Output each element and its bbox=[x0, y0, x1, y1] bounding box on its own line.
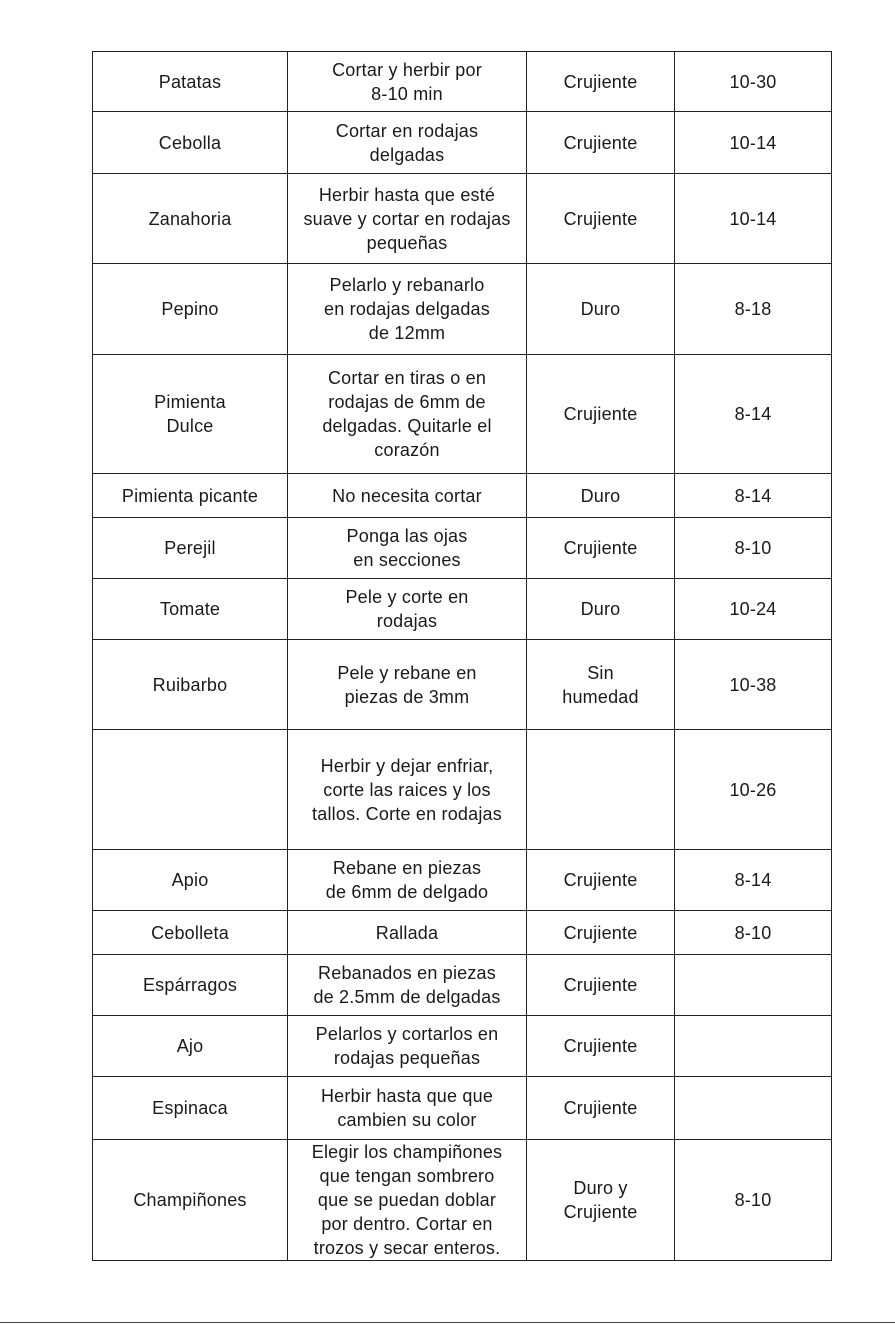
time-cell: 8-10 bbox=[675, 911, 832, 955]
table-row bbox=[93, 112, 832, 174]
table-row bbox=[93, 1016, 832, 1077]
table-row bbox=[93, 52, 832, 112]
texture-cell: Crujiente bbox=[527, 955, 675, 1016]
time-cell bbox=[675, 1077, 832, 1140]
table-row bbox=[93, 850, 832, 911]
texture-cell: Crujiente bbox=[527, 518, 675, 579]
time-cell: 10-24 bbox=[675, 579, 832, 640]
texture-cell: Crujiente bbox=[527, 911, 675, 955]
time-cell bbox=[675, 955, 832, 1016]
texture-cell: Crujiente bbox=[527, 850, 675, 911]
food-cell: Perejil bbox=[93, 518, 288, 579]
time-cell: 8-18 bbox=[675, 264, 832, 355]
food-cell: Ruibarbo bbox=[93, 640, 288, 730]
texture-cell: Crujiente bbox=[527, 112, 675, 174]
preparation-cell: Pele y corte en rodajas bbox=[288, 579, 527, 640]
preparation-cell: Herbir hasta que esté suave y cortar en rodajas pequeñas bbox=[288, 174, 527, 264]
page-bottom-divider bbox=[0, 1322, 895, 1323]
preparation-cell: Ponga las ojas en secciones bbox=[288, 518, 527, 579]
time-cell: 8-14 bbox=[675, 474, 832, 518]
texture-cell: Crujiente bbox=[527, 1016, 675, 1077]
preparation-cell: Cortar en rodajas delgadas bbox=[288, 112, 527, 174]
food-cell: Cebolla bbox=[93, 112, 288, 174]
table-row bbox=[93, 518, 832, 579]
texture-cell bbox=[527, 730, 675, 850]
food-cell: Pimienta picante bbox=[93, 474, 288, 518]
time-cell: 10-14 bbox=[675, 174, 832, 264]
drying-guide-table bbox=[92, 51, 832, 1261]
preparation-cell: Cortar y herbir por 8-10 min bbox=[288, 52, 527, 112]
time-cell: 10-26 bbox=[675, 730, 832, 850]
table-row bbox=[93, 955, 832, 1016]
table-row bbox=[93, 174, 832, 264]
texture-cell: Duro bbox=[527, 579, 675, 640]
table-row bbox=[93, 1077, 832, 1140]
preparation-cell: Cortar en tiras o en rodajas de 6mm de delgadas. Quitarle el corazón bbox=[288, 355, 527, 474]
table-row bbox=[93, 911, 832, 955]
texture-cell: Sin humedad bbox=[527, 640, 675, 730]
food-cell bbox=[93, 730, 288, 850]
preparation-cell: No necesita cortar bbox=[288, 474, 527, 518]
food-cell: Pimienta Dulce bbox=[93, 355, 288, 474]
time-cell: 10-14 bbox=[675, 112, 832, 174]
table-row bbox=[93, 1140, 832, 1261]
texture-cell: Crujiente bbox=[527, 52, 675, 112]
food-cell: Zanahoria bbox=[93, 174, 288, 264]
time-cell: 8-14 bbox=[675, 355, 832, 474]
table-row bbox=[93, 730, 832, 850]
texture-cell: Duro bbox=[527, 264, 675, 355]
food-cell: Apio bbox=[93, 850, 288, 911]
food-cell: Espinaca bbox=[93, 1077, 288, 1140]
texture-cell: Duro y Crujiente bbox=[527, 1140, 675, 1261]
food-cell: Patatas bbox=[93, 52, 288, 112]
preparation-cell: Elegir los champiñones que tengan sombrero que se puedan doblar por dentro. Cortar en trozos y secar enteros. bbox=[288, 1140, 527, 1261]
table-row bbox=[93, 264, 832, 355]
table-row bbox=[93, 640, 832, 730]
time-cell: 8-10 bbox=[675, 1140, 832, 1261]
time-cell bbox=[675, 1016, 832, 1077]
food-cell: Pepino bbox=[93, 264, 288, 355]
preparation-cell: Pelarlos y cortarlos en rodajas pequeñas bbox=[288, 1016, 527, 1077]
food-cell: Tomate bbox=[93, 579, 288, 640]
time-cell: 10-30 bbox=[675, 52, 832, 112]
time-cell: 8-10 bbox=[675, 518, 832, 579]
table-row bbox=[93, 474, 832, 518]
texture-cell: Crujiente bbox=[527, 174, 675, 264]
table-row bbox=[93, 579, 832, 640]
food-cell: Champiñones bbox=[93, 1140, 288, 1261]
preparation-cell: Herbir y dejar enfriar, corte las raices y los tallos. Corte en rodajas bbox=[288, 730, 527, 850]
texture-cell: Crujiente bbox=[527, 355, 675, 474]
table-row bbox=[93, 355, 832, 474]
food-cell: Cebolleta bbox=[93, 911, 288, 955]
preparation-cell: Herbir hasta que que cambien su color bbox=[288, 1077, 527, 1140]
time-cell: 8-14 bbox=[675, 850, 832, 911]
food-cell: Ajo bbox=[93, 1016, 288, 1077]
preparation-cell: Rallada bbox=[288, 911, 527, 955]
texture-cell: Duro bbox=[527, 474, 675, 518]
preparation-cell: Pelarlo y rebanarlo en rodajas delgadas de 12mm bbox=[288, 264, 527, 355]
preparation-cell: Rebane en piezas de 6mm de delgado bbox=[288, 850, 527, 911]
preparation-cell: Pele y rebane en piezas de 3mm bbox=[288, 640, 527, 730]
food-cell: Espárragos bbox=[93, 955, 288, 1016]
preparation-cell: Rebanados en piezas de 2.5mm de delgadas bbox=[288, 955, 527, 1016]
texture-cell: Crujiente bbox=[527, 1077, 675, 1140]
time-cell: 10-38 bbox=[675, 640, 832, 730]
